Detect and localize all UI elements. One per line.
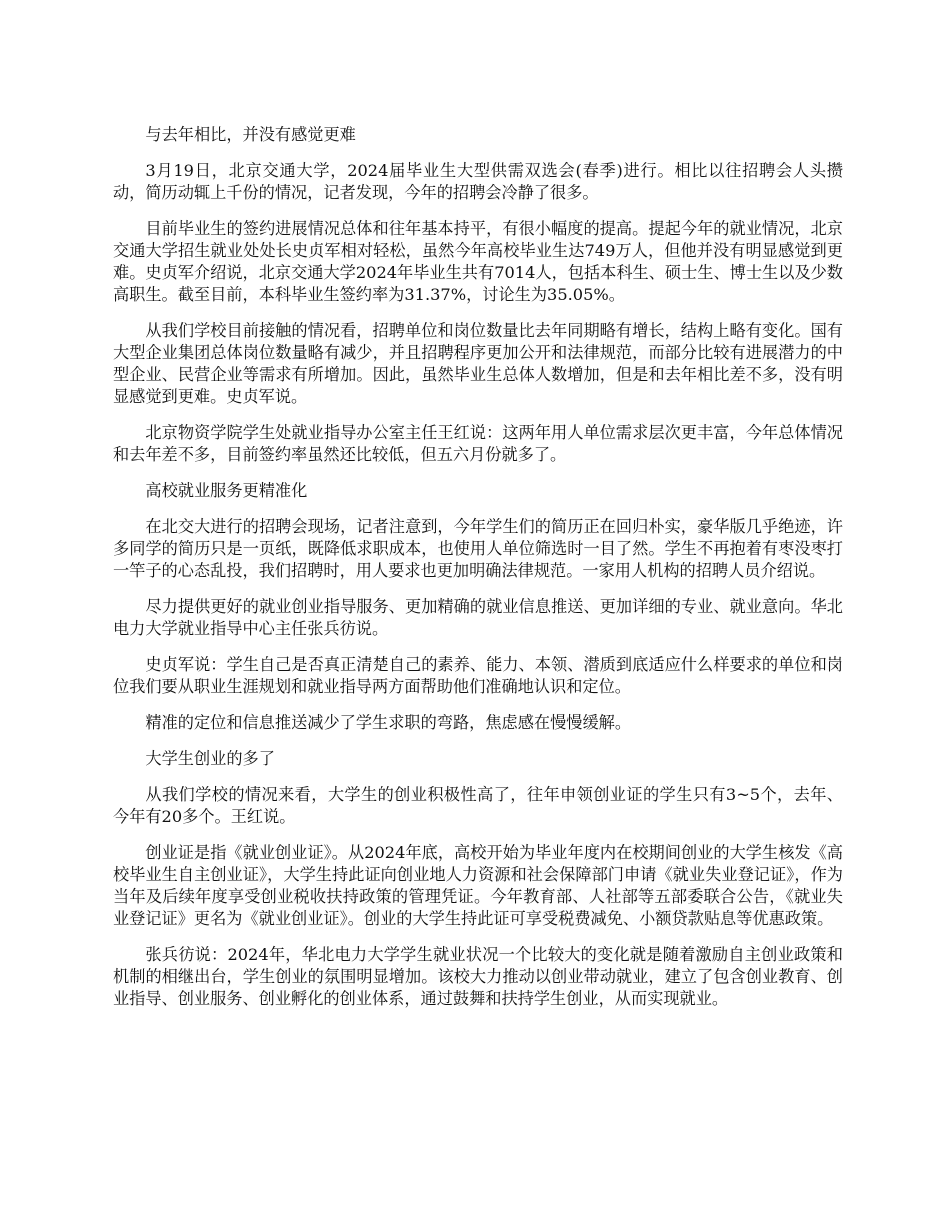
paragraph: 精准的定位和信息推送减少了学生求职的弯路，焦虑感在慢慢缓解。 <box>145 713 632 732</box>
paragraph: 在北交大进行的招聘会现场，记者注意到，今年学生们的简历正在回归朴实，豪华版几乎绝迹，许多同学的简历只是一页纸，既降低求职成本，也使用人单位筛选时一目了然。学生不再抱着有枣没枣打一竿子的心态乱投，我们招聘时，用人要求也更加明确法律规范。一家用人机构的招聘人员介绍说。 <box>113 517 843 580</box>
paragraph: 目前毕业生的签约进展情况总体和往年基本持平，有很小幅度的提高。提起今年的就业情况，北京交通大学招生就业处处长史贞军相对轻松，虽然今年高校毕业生达749万人，但他并没有明显感觉到更难。史贞军介绍说，北京交通大学2024年毕业生共有7014人，包括本科生、硕士生、博士生以及少数高职生。截至目前，本科毕业生签约率为31.37%，讨论生为35.05%。 <box>113 219 843 304</box>
section-heading-2: 高校就业服务更精准化 <box>145 481 308 500</box>
paragraph: 尽力提供更好的就业创业指导服务、更加精确的就业信息推送、更加详细的专业、就业意向。华北电力大学就业指导中心主任张兵彷说。 <box>113 597 843 638</box>
paragraph: 史贞军说：学生自己是否真正清楚自己的素养、能力、本领、潜质到底适应什么样要求的单位和岗位我们要从职业生涯规划和就业指导两方面帮助他们准确地认识和定位。 <box>113 655 843 696</box>
article-body <box>113 124 843 1024</box>
paragraph: 从我们学校的情况来看，大学生的创业积极性高了，往年申领创业证的学生只有3~5个，去年、今年有20多个。王红说。 <box>113 785 843 826</box>
paragraph: 张兵彷说：2024年，华北电力大学学生就业状况一个比较大的变化就是随着激励自主创业政策和机制的相继出台，学生创业的氛围明显增加。该校大力推动以创业带动就业，建立了包含创业教育、创业指导、创业服务、创业孵化的创业体系，通过鼓舞和扶持学生创业，从而实现就业。 <box>113 945 843 1008</box>
paragraph: 北京物资学院学生处就业指导办公室主任王红说：这两年用人单位需求层次更丰富，今年总体情况和去年差不多，目前签约率虽然还比较低，但五六月份就多了。 <box>113 423 843 464</box>
section-heading-1: 与去年相比，并没有感觉更难 <box>145 125 356 144</box>
paragraph: 3月19日，北京交通大学，2024届毕业生大型供需双选会(春季)进行。相比以往招聘会人头攒动，简历动辄上千份的情况，记者发现，今年的招聘会冷静了很多。 <box>113 161 843 202</box>
section-heading-3: 大学生创业的多了 <box>145 749 275 768</box>
paragraph: 从我们学校目前接触的情况看，招聘单位和岗位数量比去年同期略有增长，结构上略有变化。国有大型企业集团总体岗位数量略有减少，并且招聘程序更加公开和法律规范，而部分比较有进展潜力的中型企业、民营企业等需求有所增加。因此，虽然毕业生总体人数增加，但是和去年相比差不多，没有明显感觉到更难。史贞军说。 <box>113 321 843 406</box>
paragraph: 创业证是指《就业创业证》。从2024年底，高校开始为毕业年度内在校期间创业的大学生核发《高校毕业生自主创业证》，大学生持此证向创业地人力资源和社会保障部门申请《就业失业登记证》，作为当年及后续年度享受创业税收扶持政策的管理凭证。今年教育部、人社部等五部委联合公告，《就业失业登记证》更名为《就业创业证》。创业的大学生持此证可享受税费减免、小额贷款贴息等优惠政策。 <box>113 843 843 928</box>
